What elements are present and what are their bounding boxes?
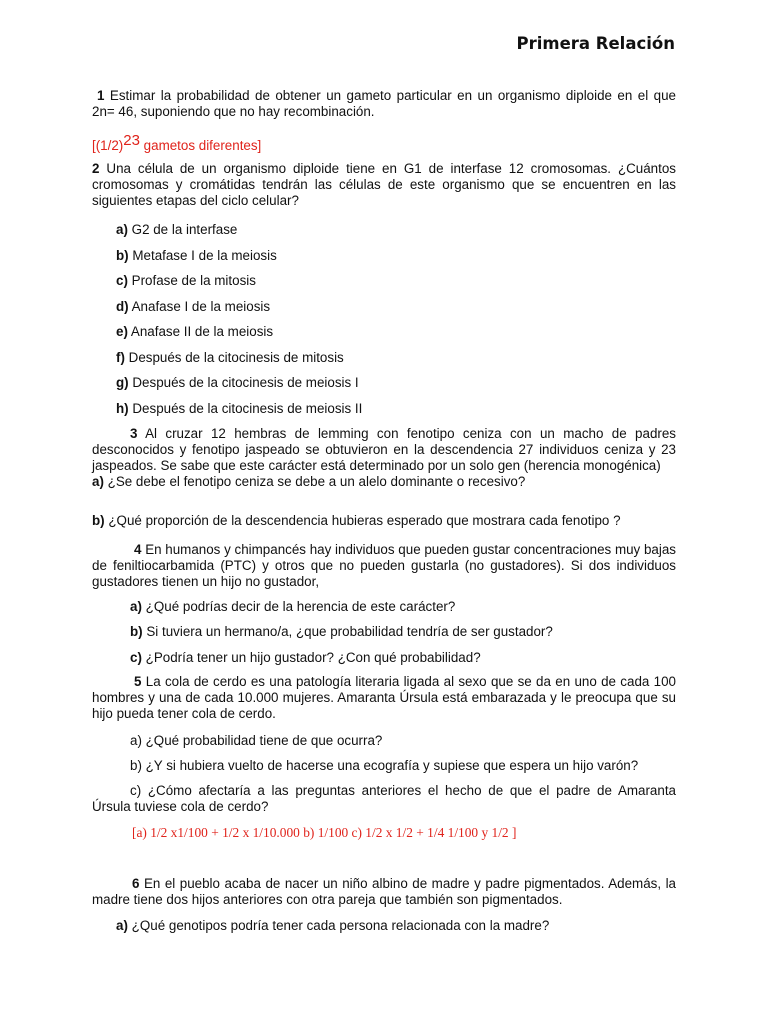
question-3-text: Al cruzar 12 hembras de lemming con fenotipo ceniza con un macho de padres desconocidos y fenotipo jaspeado se obtuvieron en la descendencia 27 individuos ceniza y 23 jaspeados. Se sabe que este carácter está determinado por un solo gen (herencia monogénica) [92, 426, 676, 474]
question-4-item-a: a) ¿Qué podrías decir de la herencia de este carácter? [130, 599, 456, 614]
question-5-text: La cola de cerdo es una patología literaria ligada al sexo que se da en uno de cada 100 hombres y una de cada 10.000 mujeres. Amaranta Úrsula está embarazada y le preocupa que su hijo pueda tener cola de cerdo. [92, 674, 676, 722]
question-2-number: 2 [92, 161, 100, 176]
page-title: Primera Relación [516, 34, 675, 53]
question-5-item-c: c) ¿Cómo afectaría a las preguntas anteriores el hecho de que el padre de Amaranta Úrsula tuviese cola de cerdo? [92, 783, 676, 815]
question-3-item-a: a) ¿Se debe el fenotipo ceniza se debe a un alelo dominante o recesivo? [92, 474, 526, 489]
question-2-item-b: b) Metafase I de la meiosis [116, 248, 277, 263]
question-6 [92, 876, 676, 908]
question-3 [92, 426, 676, 475]
question-2-text: Una célula de un organismo diploide tiene en G1 de interfase 12 cromosomas. ¿Cuántos cromosomas y cromátidas tendrán las células de este organismo que se encuentren en las siguientes etapas del ciclo celular? [92, 161, 676, 209]
question-6-item-a: a) ¿Qué genotipos podría tener cada persona relacionada con la madre? [116, 918, 550, 933]
question-2-item-e: e) Anafase II de la meiosis [116, 324, 274, 339]
question-2 [92, 161, 676, 210]
question-3-number: 3 [130, 426, 138, 441]
answer-1-exponent: 23 [123, 132, 140, 149]
question-2-item-h: h) Después de la citocinesis de meiosis II [116, 401, 363, 416]
question-5-answer: [a) 1/2 x1/100 + 1/2 x 1/10.000 b) 1/100 c) 1/2 x 1/2 + 1/4 1/100 y 1/2 ] [132, 825, 517, 840]
answer-1-prefix: [(1/2) [92, 138, 124, 153]
question-5 [92, 674, 676, 723]
question-5-item-b: b) ¿Y si hubiera vuelto de hacerse una ecografía y supiese que espera un hijo varón? [130, 758, 639, 773]
question-2-item-d: d) Anafase I de la meiosis [116, 299, 271, 314]
answer-1-suffix: gametos diferentes] [139, 138, 262, 153]
question-6-number: 6 [132, 876, 140, 891]
question-4-item-c: c) ¿Podría tener un hijo gustador? ¿Con qué probabilidad? [130, 650, 481, 665]
question-3-item-b: b) ¿Qué proporción de la descendencia hubieras esperado que mostrara cada fenotipo ? [92, 513, 621, 528]
question-2-item-g: g) Después de la citocinesis de meiosis I [116, 375, 359, 390]
question-4-item-b: b) Si tuviera un hermano/a, ¿que probabilidad tendría de ser gustador? [130, 624, 553, 639]
question-5-number: 5 [134, 674, 142, 689]
question-2-item-c: c) Profase de la mitosis [116, 273, 256, 288]
question-4-text: En humanos y chimpancés hay individuos que pueden gustar concentraciones muy bajas de feniltiocarbamida (PTC) y otros que no pueden gustarla (no gustadores). Si dos individuos gustadores tienen un hijo no gustador, [92, 542, 676, 590]
question-1-number: 1 [97, 88, 105, 103]
question-4 [92, 542, 676, 591]
question-2-item-a: a) G2 de la interfase [116, 222, 238, 237]
question-1-text: Estimar la probabilidad de obtener un gameto particular en un organismo diploide en el que 2n= 46, suponiendo que no hay recombinación. [92, 88, 676, 120]
question-2-item-f: f) Después de la citocinesis de mitosis [116, 350, 344, 365]
question-1-answer [92, 132, 676, 154]
question-1 [92, 88, 676, 120]
question-4-number: 4 [134, 542, 142, 557]
question-6-text: En el pueblo acaba de nacer un niño albino de madre y padre pigmentados. Además, la madre tiene dos hijos anteriores con otra pareja que también son pigmentados. [92, 876, 676, 908]
question-5-item-a: a) ¿Qué probabilidad tiene de que ocurra? [130, 733, 383, 748]
